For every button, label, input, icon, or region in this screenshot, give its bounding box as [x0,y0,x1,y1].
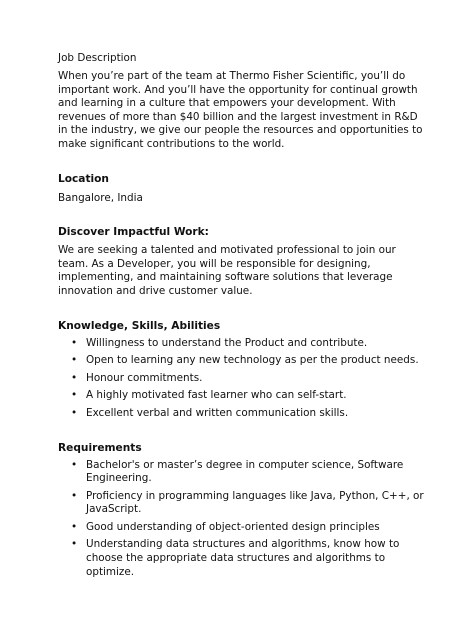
list-item [58,389,426,403]
list-item [58,490,426,517]
location-value: Bangalore, India [58,191,143,204]
discover-heading: Discover Impactful Work: [58,226,209,239]
bullet-icon: • [71,520,78,533]
list-item-text: Good understanding of object-oriented design principles [86,520,380,533]
list-item-text: Bachelor's or master’s degree in computer science, Software Engineering. [86,458,404,485]
requirements-list [58,459,426,580]
list-item-text: Excellent verbal and written communication skills. [86,406,349,419]
bullet-icon: • [71,336,78,349]
list-item [58,459,426,486]
bullet-icon: • [71,458,78,471]
discover-paragraph: We are seeking a talented and motivated professional to join our team. As a Developer, you will be responsible for designing, implementing, and maintaining software solutions that leverage innovation and drive customer value. [58,244,396,297]
location-heading: Location [58,172,109,185]
list-item [58,372,426,386]
list-item-text: Open to learning any new technology as per the product needs. [86,354,419,367]
bullet-icon: • [71,538,78,551]
list-item-text: Understanding data structures and algorithms, know how to choose the appropriate data structures and algorithms to optimize. [86,538,400,578]
list-item [58,521,426,535]
document-page [58,51,426,579]
intro-paragraph: When you’re part of the team at Thermo Fisher Scientific, you’ll do important work. And you’ll have the opportunity for continual growth and learning in a culture that empowers your development. With revenues of more than $40 billion and the largest investment in R&D in the industry, we give our people the resources and opportunities to make significant contributions to the world. [58,70,423,150]
bullet-icon: • [71,371,78,384]
list-item [58,354,426,368]
doc-title: Job Description [58,52,137,64]
ksa-list [58,337,426,421]
list-item [58,407,426,421]
requirements-heading: Requirements [58,441,142,454]
list-item-text: A highly motivated fast learner who can self-start. [86,389,347,402]
list-item-text: Honour commitments. [86,371,203,384]
list-item-text: Willingness to understand the Product and contribute. [86,336,368,349]
list-item [58,337,426,351]
bullet-icon: • [71,354,78,367]
bullet-icon: • [71,489,78,502]
bullet-icon: • [71,406,78,419]
list-item-text: Proficiency in programming languages like Java, Python, C++, or JavaScript. [86,489,424,516]
ksa-heading: Knowledge, Skills, Abilities [58,319,221,332]
list-item [58,538,426,579]
bullet-icon: • [71,389,78,402]
